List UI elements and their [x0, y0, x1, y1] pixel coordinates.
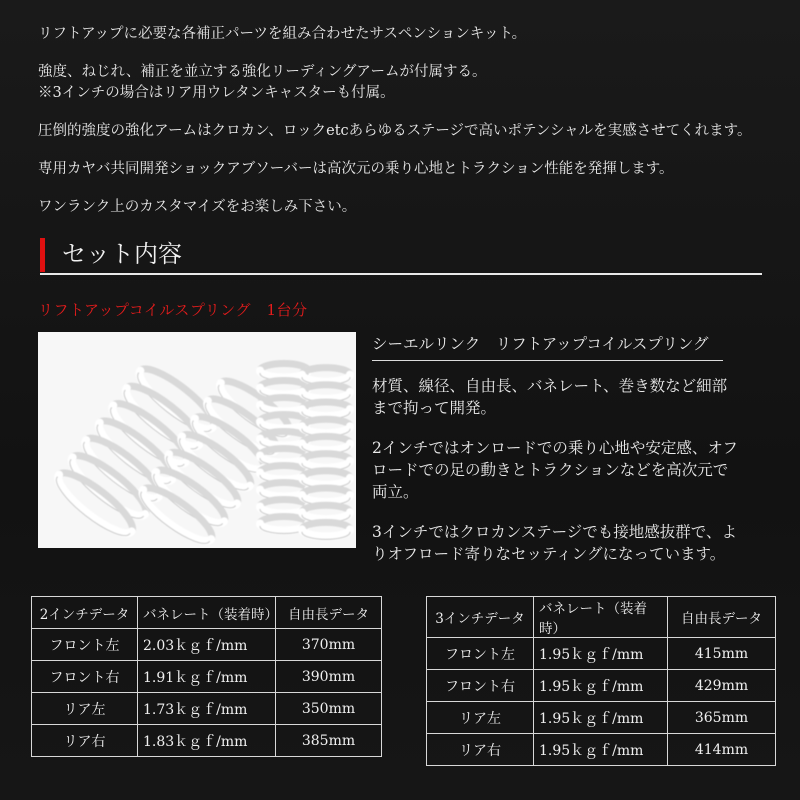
table-cell-position: リア右 [32, 725, 138, 757]
table-cell-position: フロント左 [427, 638, 534, 670]
heading-accent-bar [40, 238, 45, 272]
table-cell-rate: 2.03ｋｇｆ/mm [138, 629, 276, 661]
table-header: バネレート（装着時） [138, 597, 276, 629]
table-cell-rate: 1.95ｋｇｆ/mm [534, 670, 668, 702]
table-row [32, 661, 382, 693]
description-title: シーエルリンク リフトアップコイルスプリング [372, 332, 723, 361]
product-subheading: リフトアップコイルスプリング 1台分 [38, 301, 308, 319]
description-paragraph: 3インチではクロカンステージでも接地感抜群で、よりオフロード寄りなセッティングになっています。 [372, 523, 737, 563]
table-row [427, 734, 776, 766]
table-cell-length: 390mm [276, 661, 382, 693]
table-cell-length: 385mm [276, 725, 382, 757]
intro-line: 強度、ねじれ、補正を並立する強化リーディングアームが付属する。 [38, 64, 487, 80]
product-description [372, 332, 742, 565]
table-cell-rate: 1.95ｋｇｆ/mm [534, 702, 668, 734]
table-header: 2インチデータ [32, 597, 138, 629]
table-cell-position: フロント右 [427, 670, 534, 702]
table-cell-length: 365mm [668, 702, 776, 734]
table-cell-length: 414mm [668, 734, 776, 766]
intro-line: ※3インチの場合はリア用ウレタンキャスターも付属。 [38, 85, 395, 101]
table-row [427, 670, 776, 702]
table-cell-rate: 1.91ｋｇｆ/mm [138, 661, 276, 693]
table-header: 3インチデータ [427, 597, 534, 638]
table-header: バネレート（装着時） [534, 597, 668, 638]
table-cell-length: 370mm [276, 629, 382, 661]
table-row [32, 725, 382, 757]
table-cell-position: リア左 [32, 693, 138, 725]
intro-line: 圧倒的強度の強化アームはクロカン、ロックetcあらゆるステージで高いポテンシャルを実感させてくれます。 [38, 123, 752, 139]
table-cell-rate: 1.95ｋｇｆ/mm [534, 734, 668, 766]
table-cell-position: フロント左 [32, 629, 138, 661]
spec-table-3inch [426, 596, 776, 766]
table-header: 自由長データ [276, 597, 382, 629]
table-cell-position: リア左 [427, 702, 534, 734]
section-title: セット内容 [62, 240, 182, 268]
table-row [427, 638, 776, 670]
intro-line: リフトアップに必要な各補正パーツを組み合わせたサスペンションキット。 [38, 26, 527, 42]
intro-text [38, 24, 768, 218]
table-cell-length: 350mm [276, 693, 382, 725]
section-heading [40, 236, 762, 276]
table-row [32, 629, 382, 661]
coil-springs-image [38, 332, 356, 548]
table-cell-position: フロント右 [32, 661, 138, 693]
table-cell-rate: 1.95ｋｇｆ/mm [534, 638, 668, 670]
description-paragraph: 材質、線径、自由長、バネレート、巻き数など細部まで拘って開発。 [372, 377, 728, 417]
table-cell-length: 415mm [668, 638, 776, 670]
intro-line: ワンランク上のカスタマイズをお楽しみ下さい。 [38, 199, 357, 215]
table-row [427, 702, 776, 734]
spec-table-2inch [31, 596, 382, 757]
table-header-row [32, 597, 382, 629]
table-cell-rate: 1.83ｋｇｆ/mm [138, 725, 276, 757]
table-cell-length: 429mm [668, 670, 776, 702]
heading-underline [40, 273, 762, 275]
table-header-row [427, 597, 776, 638]
intro-line: 専用カヤバ共同開発ショックアブソーバーは高次元の乗り心地とトラクション性能を発揮します。 [38, 161, 674, 177]
table-cell-position: リア右 [427, 734, 534, 766]
table-header: 自由長データ [668, 597, 776, 638]
coil-spring-photo [38, 332, 356, 548]
table-cell-rate: 1.73ｋｇｆ/mm [138, 693, 276, 725]
table-row [32, 693, 382, 725]
description-paragraph: 2インチではオンロードでの乗り心地や安定感、オフロードでの足の動きとトラクションなどを高次元で両立。 [372, 439, 738, 501]
